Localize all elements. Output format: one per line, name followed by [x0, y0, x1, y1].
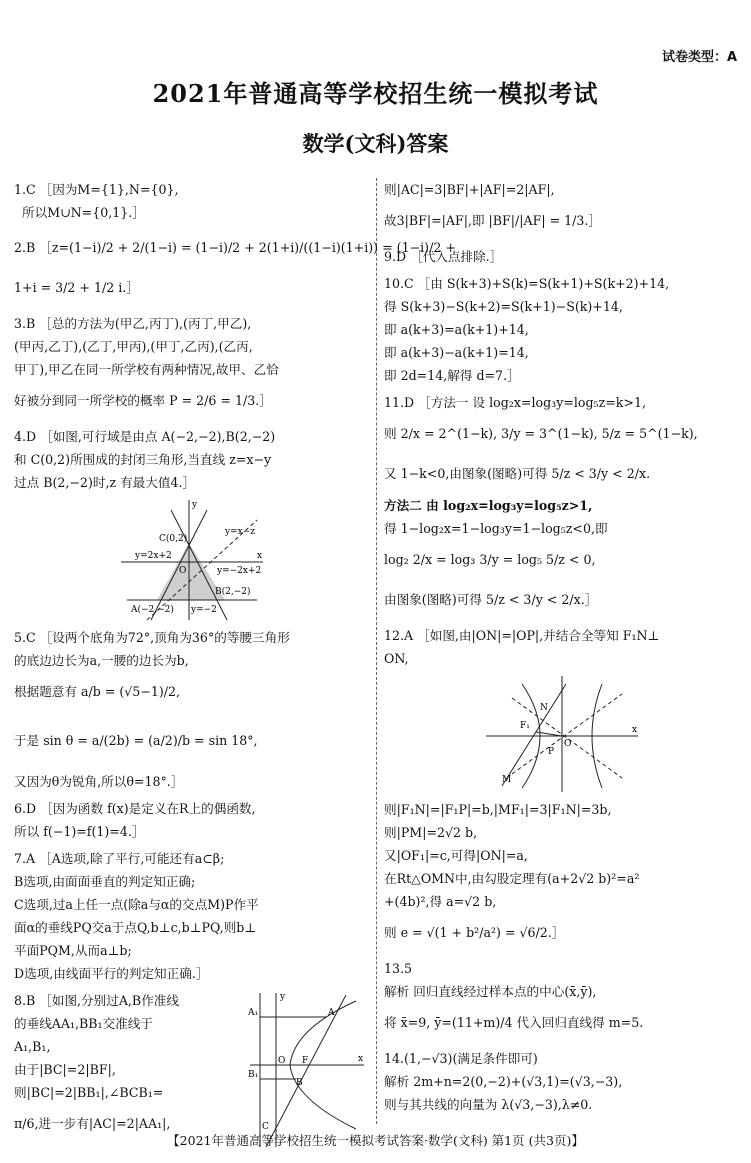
- right-column: [384, 178, 740, 1120]
- feasible-region-figure: [117, 498, 267, 622]
- point-b-label: B(2,−2): [215, 587, 251, 597]
- answer-line: ON,: [384, 651, 409, 666]
- answer-line: 平面PQM,从而a⊥b;: [14, 943, 132, 958]
- answer-line: A₁,B₁,: [14, 1039, 51, 1054]
- answer-line: 在Rt△OMN中,由勾股定理有(a+2√2 b)²=a²: [384, 871, 640, 886]
- answer-line: 解析 回归直线经过样本点的中心(x̄,ȳ),: [384, 984, 597, 999]
- point-a1-label: A₁: [248, 1008, 259, 1018]
- hyperbola-figure: [482, 674, 642, 794]
- point-m-label: M: [502, 775, 512, 785]
- point-p-label: P: [548, 747, 555, 757]
- answer-line: 又因为θ为锐角,所以θ=18°.］: [14, 774, 184, 789]
- answer-line: 面α的垂线PQ交a于点Q,b⊥c,b⊥PQ,则b⊥: [14, 920, 257, 935]
- column-divider: [376, 178, 377, 1124]
- line-label-3: y=−2x+2: [217, 566, 262, 576]
- answer-line: 1+i = 3/2 + 1/2 i.］: [14, 280, 139, 295]
- answer-line: 12.A ［如图,由|ON|=|OP|,并结合全等知 F₁N⊥: [384, 628, 660, 643]
- answer-line: 13.5: [384, 961, 413, 976]
- answer-line: 即 2d=14,解得 d=7.］: [384, 368, 520, 383]
- answer-q3: [14, 312, 370, 421]
- x-axis-label: x: [257, 551, 263, 561]
- answer-line: 的底边边长为a,一腰的边长为b,: [14, 653, 189, 668]
- answer-line: B选项,由面面垂直的判定知正确;: [14, 874, 196, 889]
- answer-line: 则 e = √(1 + b²/a²) = √6/2.］: [384, 925, 565, 940]
- origin-label: O: [564, 739, 572, 749]
- answer-line: 5.C ［设两个底角为72°,顶角为36°的等腰三角形: [14, 630, 290, 645]
- answer-line: 1.C ［因为M={1},N={0},: [14, 182, 179, 197]
- point-f1-label: F₁: [520, 721, 530, 731]
- answer-line: C选项,过a上任一点(除a与α的交点M)P作平: [14, 897, 259, 912]
- answer-line: 即 a(k+3)−a(k+1)=14,: [384, 345, 529, 360]
- answer-line: 3.B ［总的方法为(甲乙,丙丁),(丙丁,甲乙),: [14, 316, 252, 331]
- point-b1-label: B₁: [248, 1070, 259, 1080]
- answer-line: 好被分到同一所学校的概率 P = 2/6 = 1/3.］: [14, 393, 272, 408]
- answer-line: 所以M∪N={0,1}.］: [22, 205, 145, 220]
- x-axis-label: x: [632, 725, 638, 735]
- answer-line: 于是 sin θ = a/(2b) = (a/2)/b = sin 18°,: [14, 733, 258, 748]
- answer-line: 则|BC|=2|BB₁|,∠BCB₁=: [14, 1085, 164, 1100]
- origin-label: O: [179, 566, 187, 576]
- answer-line: 则 2/x = 2^(1−k), 3/y = 3^(1−k), 5/z = 5^(1−k),: [384, 426, 698, 441]
- answer-line: 又|OF₁|=c,可得|ON|=a,: [384, 848, 528, 863]
- point-c-label: C: [262, 1122, 269, 1132]
- parabola-figure: [246, 989, 366, 1149]
- answer-line: 2.B ［z=(1−i)/2 + 2/(1−i) = (1−i)/2 + 2(1+i)/((1−i)(1+i)) = (1−i)/2 +: [14, 240, 456, 255]
- parabola-upper: [290, 1001, 356, 1065]
- answer-line: 和 C(0,2)所围成的封闭三角形,当直线 z=x−y: [14, 452, 272, 467]
- parabola-lower: [290, 1065, 356, 1129]
- answer-line: 则与其共线的向量为 λ(√3,−3),λ≠0.: [384, 1097, 593, 1112]
- answer-q4: [14, 425, 370, 622]
- line-label-4: y=−2: [191, 605, 217, 615]
- answer-line: 则|PM|=2√2 b,: [384, 825, 478, 840]
- answer-line: 的垂线AA₁,BB₁交准线于: [14, 1016, 153, 1031]
- answer-line: 9.D ［代入点排除.］: [384, 249, 503, 264]
- answer-line: log₂ 2/x = log₃ 3/y = log₅ 5/z < 0,: [384, 552, 596, 567]
- point-c-label: C(0,2): [159, 534, 188, 544]
- answer-line: 6.D ［因为函数 f(x)是定义在R上的偶函数,: [14, 801, 256, 816]
- answer-line: 则|AC|=3|BF|+|AF|=2|AF|,: [384, 182, 555, 197]
- answer-q10: [384, 272, 740, 387]
- answer-line: 所以 f(−1)=f(1)=4.］: [14, 824, 145, 839]
- answer-line: 甲丁),甲乙在同一所学校有两种情况,故甲、乙恰: [14, 362, 279, 377]
- page-footer: 【2021年普通高等学校招生统一模拟考试答案·数学(文科) 第1页 (共3页)】: [167, 1133, 584, 1148]
- answer-line: (甲丙,乙丁),(乙丁,甲丙),(甲丁,乙丙),(乙丙,: [14, 339, 253, 354]
- answer-q8: [14, 989, 370, 1144]
- answer-line: 故3|BF|=|AF|,即 |BF|/|AF| = 1/3.］: [384, 213, 602, 228]
- answer-line: 8.B ［如图,分别过A,B作准线: [14, 993, 179, 1008]
- answer-q6: [14, 797, 370, 843]
- focus-label: F: [302, 1056, 309, 1066]
- point-a-label: A(−2,−2): [131, 605, 174, 615]
- answer-q7: [14, 847, 370, 985]
- answer-line: 由于|BC|=2|BF|,: [14, 1062, 116, 1077]
- answer-q8-continued: [384, 178, 740, 241]
- answer-q5: [14, 626, 370, 793]
- asymptote-1: [512, 694, 622, 774]
- answer-q14: [384, 1047, 740, 1116]
- page-subtitle: 数学(文科)答案: [302, 131, 449, 156]
- origin-label: O: [278, 1056, 286, 1066]
- answer-line: 7.A ［A选项,除了平行,可能还有a⊂β;: [14, 851, 225, 866]
- answer-line: 10.C ［由 S(k+3)+S(k)=S(k+1)+S(k+2)+14,: [384, 276, 670, 291]
- paper-type-tag: 试卷类型：A: [661, 50, 737, 65]
- page-title: 2021年普通高等学校招生统一模拟考试: [152, 79, 599, 108]
- answer-line: 解析 2m+n=2(0,−2)+(√3,1)=(√3,−3),: [384, 1074, 623, 1089]
- answer-line: 则|F₁N|=|F₁P|=b,|MF₁|=3|F₁N|=3b,: [384, 802, 612, 817]
- answer-q11: [384, 391, 740, 620]
- answer-line: D选项,由线面平行的判定知正确.］: [14, 966, 209, 981]
- answer-q9: [384, 245, 740, 268]
- answer-line: 得 S(k+3)−S(k+2)=S(k+1)−S(k)+14,: [384, 299, 623, 314]
- answer-q12: [384, 624, 740, 953]
- point-a-label: A: [328, 1008, 335, 1018]
- y-axis-label: y: [192, 500, 198, 510]
- answer-line: 4.D ［如图,可行域是由点 A(−2,−2),B(2,−2): [14, 429, 276, 444]
- answer-line: 由图象(图略)可得 5/z < 3/y < 2/x.］: [384, 592, 598, 607]
- line-label-2: y=x−z: [225, 527, 255, 537]
- answer-line: 即 a(k+3)=a(k+1)+14,: [384, 322, 529, 337]
- answer-line: 方法二 由 log₂x=log₃y=log₅z>1,: [384, 498, 593, 513]
- answer-line: 将 x̄=9, ȳ=(11+m)/4 代入回归直线得 m=5.: [384, 1015, 644, 1030]
- answer-line: 得 1−log₂x=1−log₃y=1−log₅z<0,即: [384, 521, 608, 536]
- asymptote-2: [512, 698, 622, 778]
- point-n-label: N: [540, 703, 548, 713]
- answer-line: 又 1−k<0,由图象(图略)可得 5/z < 3/y < 2/x.: [384, 466, 651, 481]
- x-axis-label: x: [358, 1054, 364, 1064]
- y-axis-label: y: [280, 992, 286, 1002]
- answer-q1: [14, 178, 370, 224]
- answer-line: π/6,进一步有|AC|=2|AA₁|,: [14, 1116, 171, 1131]
- line-label-1: y=2x+2: [135, 551, 172, 561]
- answer-line: 根据题意有 a/b = (√5−1)/2,: [14, 684, 181, 699]
- point-b-label: B: [296, 1078, 303, 1088]
- answer-line: 过点 B(2,−2)时,z 有最大值4.］: [14, 475, 196, 490]
- answer-q13: [384, 957, 740, 1043]
- answer-line: 11.D ［方法一 设 log₂x=log₃y=log₅z=k>1,: [384, 395, 646, 410]
- answer-line: +(4b)²,得 a=√2 b,: [384, 894, 497, 909]
- answer-line: 14.(1,−√3)(满足条件即可): [384, 1051, 538, 1066]
